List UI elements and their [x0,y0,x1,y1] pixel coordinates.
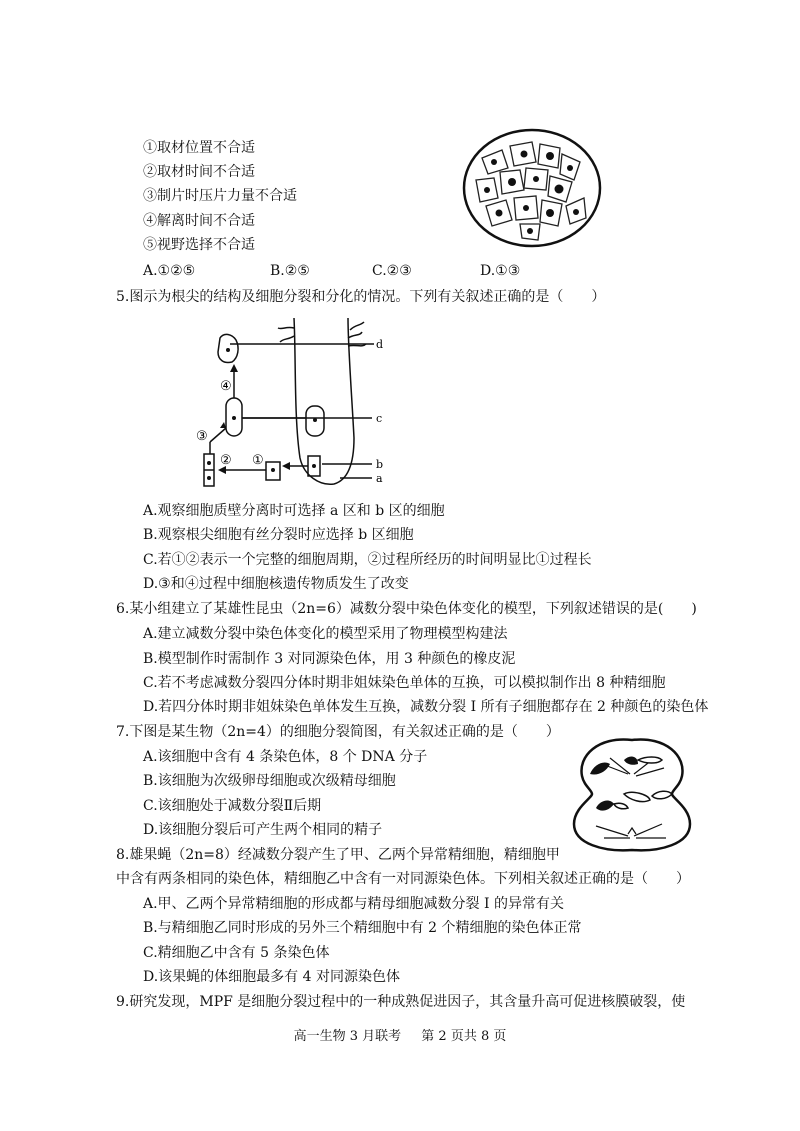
figure-label-4: ④ [220,379,232,394]
q7-option-b: B.该细胞为次级卵母细胞或次级精母细胞 [143,773,396,789]
q8-stem-line1: 8.雄果蝇（2n=8）经减数分裂产生了甲、乙两个异常精细胞，精细胞甲 [116,847,560,863]
q5-option-b: B.观察根尖细胞有丝分裂时应选择 b 区细胞 [143,527,414,543]
q8-option-a: A.甲、乙两个异常精细胞的形成都与精母细胞减数分裂 I 的异常有关 [143,896,564,912]
q5-option-a: A.观察细胞质壁分离时可选择 a 区和 b 区的细胞 [143,503,445,519]
q7-option-c: C.该细胞处于减数分裂Ⅱ后期 [143,798,322,814]
q6-option-c: C.若不考虑减数分裂四分体时期非姐妹染色单体的互换，可以模拟制作出 8 种精细胞 [143,675,666,691]
footer-exam-title: 高一生物 3 月联考 [293,1029,402,1044]
q8-option-b: B.与精细胞乙同时形成的另外三个精细胞中有 2 个精细胞的染色体正常 [143,920,582,936]
micrograph-figure [462,128,602,248]
q6-option-b: B.模型制作时需制作 3 对同源染色体，用 3 种颜色的橡皮泥 [143,651,516,667]
q4-item-4: ④解离时间不合适 [143,213,255,229]
q7-option-a: A.该细胞中含有 4 条染色体，8 个 DNA 分子 [143,749,428,765]
figure-label-2: ② [220,453,232,468]
figure-label-3: ③ [196,429,208,444]
footer-page-number: 第 2 页共 8 页 [421,1029,507,1044]
figure-label-d: d [376,338,384,351]
q6-option-a: A.建立减数分裂中染色体变化的模型采用了物理模型构建法 [143,626,508,642]
q6-stem: 6.某小组建立了某雄性昆虫（2n=6）减数分裂中染色体变化的模型，下列叙述错误的是( ) [116,601,697,617]
q4-item-3: ③制片时压片力量不合适 [143,188,297,204]
q4-item-5: ⑤视野选择不合适 [143,237,255,253]
root-tip-figure [190,318,390,488]
q8-option-c: C.精细胞乙中含有 5 条染色体 [143,945,330,961]
q5-stem: 5.图示为根尖的结构及细胞分裂和分化的情况。下列有关叙述正确的是（ ） [116,289,606,305]
q4-option-c: C.②③ [372,263,412,279]
q6-option-d: D.若四分体时期非姐妹染色单体发生互换，减数分裂 I 所有子细胞都存在 2 种颜色的染色体 [143,699,709,715]
q4-option-b: B.②⑤ [270,263,310,279]
page-footer [0,1025,800,1044]
q4-item-1: ①取材位置不合适 [143,140,255,156]
figure-label-b: b [376,458,384,471]
q8-stem-line2: 中含有两条相同的染色体，精细胞乙中含有一对同源染色体。下列相关叙述正确的是（ ） [116,871,690,887]
q4-option-a: A.①②⑤ [143,263,196,279]
q4-item-2: ②取材时间不合适 [143,164,255,180]
figure-label-c: c [376,412,383,425]
figure-label-a: a [376,472,383,485]
q8-option-d: D.该果蝇的体细胞最多有 4 对同源染色体 [143,969,400,985]
q7-option-d: D.该细胞分裂后可产生两个相同的精子 [143,822,383,838]
q7-stem: 7.下图是某生物（2n=4）的细胞分裂简图，有关叙述正确的是（ ） [116,724,560,740]
q9-stem: 9.研究发现，MPF 是细胞分裂过程中的一种成熟促进因子，其含量升高可促进核膜破裂，使 [116,994,686,1010]
q4-option-d: D.①③ [480,263,521,279]
q5-option-d: D.③和④过程中细胞核遗传物质发生了改变 [143,576,409,592]
figure-label-1: ① [252,453,264,468]
q5-option-c: C.若①②表示一个完整的细胞周期，②过程所经历的时间明显比①过程长 [143,552,592,568]
cell-division-figure [568,734,696,856]
